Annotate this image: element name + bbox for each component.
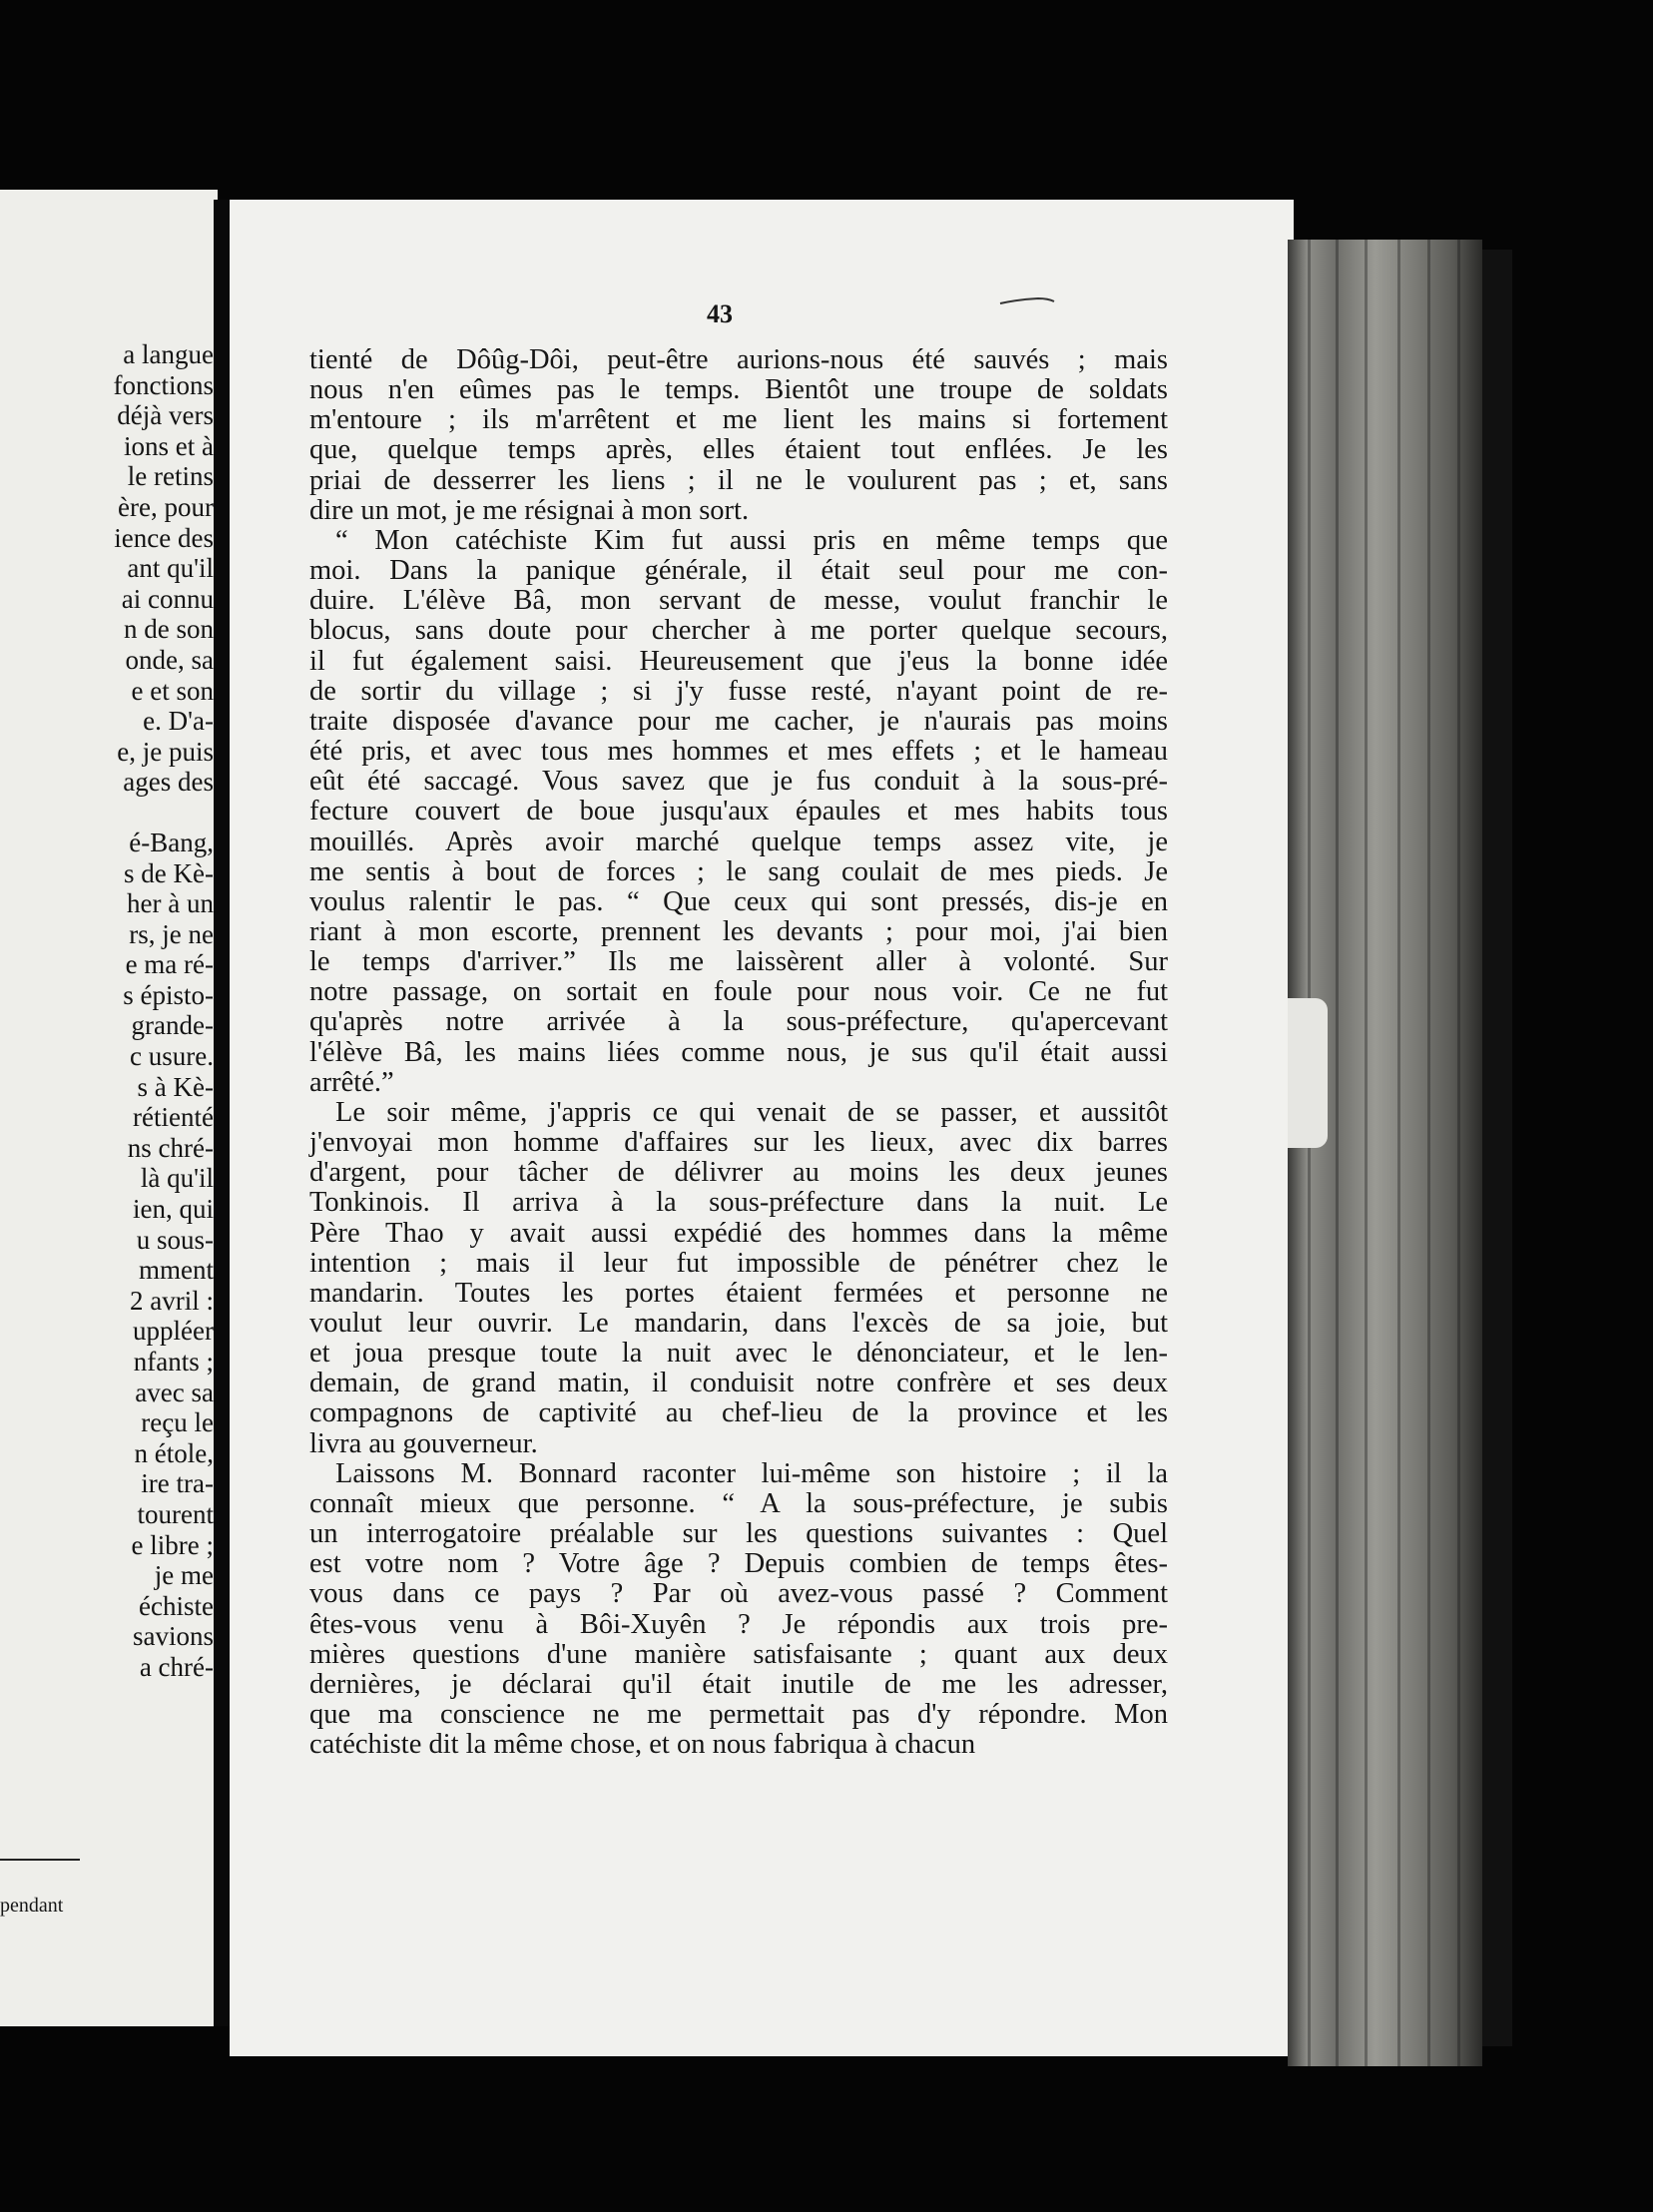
left-text-line: c usure. bbox=[130, 1041, 214, 1072]
left-text-line: n étole, bbox=[134, 1437, 214, 1468]
page-tear bbox=[1288, 998, 1328, 1148]
left-text-line: s épisto- bbox=[123, 979, 214, 1010]
text-line: intention ; mais il leur fut impossible de pénétrer chez le bbox=[309, 1247, 1168, 1279]
text-line: l'élève Bâ, les mains liées comme nous, je sus qu'il était aussi bbox=[309, 1036, 1168, 1068]
text-line: “ Mon catéchiste Kim fut aussi pris en même temps que bbox=[335, 524, 1168, 556]
left-text-line: ns chré- bbox=[127, 1132, 214, 1163]
left-text-line: ant qu'il bbox=[127, 553, 214, 584]
left-text-line: a langue bbox=[123, 339, 214, 369]
footnote-rule bbox=[0, 1859, 80, 1861]
left-text-line: rs, je ne bbox=[129, 918, 214, 949]
text-line: livra au gouverneur. bbox=[309, 1427, 538, 1459]
book-gutter bbox=[214, 200, 230, 2026]
left-text-line: je me bbox=[154, 1560, 214, 1591]
text-line: m'entoure ; ils m'arrêtent et me lient les mains si fortement bbox=[309, 404, 1168, 436]
text-line: tienté de Dôûg-Dôi, peut-être aurions-nous été sauvés ; mais bbox=[309, 344, 1168, 375]
page-number: 43 bbox=[707, 299, 733, 328]
left-text-line: e et son bbox=[131, 675, 214, 706]
text-line: me sentis à bout de forces ; le sang coulait de mes pieds. Je bbox=[309, 855, 1168, 887]
text-line: et joua presque toute la nuit avec le dénonciateur, et le len- bbox=[309, 1338, 1168, 1370]
text-line: mouillés. Après avoir marché quelque temps assez vite, je bbox=[309, 826, 1168, 857]
left-text-line: u sous- bbox=[136, 1224, 214, 1255]
text-line: Père Thao y avait aussi expédié des hommes dans la même bbox=[309, 1217, 1168, 1249]
text-line: Laissons M. Bonnard raconter lui-même son histoire ; il la bbox=[335, 1457, 1168, 1489]
text-line: de sortir du village ; si j'y fusse resté, n'ayant point de re- bbox=[309, 675, 1168, 707]
left-text-line: onde, sa bbox=[125, 644, 214, 675]
left-text-line: nfants ; bbox=[133, 1347, 214, 1377]
left-text-line: her à un bbox=[127, 888, 214, 919]
left-text-line: 2 avril : bbox=[130, 1285, 214, 1316]
text-line: un interrogatoire préalable sur les questions suivantes : Quel bbox=[309, 1518, 1168, 1550]
text-line: catéchiste dit la même chose, et on nous fabriqua à chacun bbox=[309, 1729, 976, 1761]
left-text-line: e libre ; bbox=[131, 1529, 214, 1560]
text-line: traite disposée d'avance pour me cacher, je n'aurais pas moins bbox=[309, 705, 1168, 737]
left-text-line: déjà vers bbox=[117, 400, 214, 431]
left-text-line: ions et à bbox=[124, 430, 214, 461]
left-text-line: reçu le bbox=[141, 1407, 214, 1438]
left-text-line: uppléer bbox=[133, 1316, 214, 1347]
left-line-gap bbox=[0, 798, 214, 828]
left-text-line: tourent bbox=[137, 1498, 214, 1529]
left-text-line: e. D'a- bbox=[143, 706, 214, 737]
left-text-line: s à Kè- bbox=[137, 1071, 214, 1102]
left-text-line: ience des bbox=[114, 522, 214, 553]
left-text-line: ire tra- bbox=[141, 1468, 214, 1499]
left-text-line: savions bbox=[133, 1621, 214, 1652]
text-line: blocus, sans doute pour chercher à me porter quelque secours, bbox=[309, 615, 1168, 647]
text-line: il fut également saisi. Heureusement que j'eus la bonne idée bbox=[309, 645, 1168, 677]
text-line: eût été saccagé. Vous savez que je fus conduit à la sous-pré- bbox=[309, 766, 1168, 798]
left-text-line: a chré- bbox=[139, 1651, 214, 1682]
text-line: nous n'en eûmes pas le temps. Bientôt une troupe de soldats bbox=[309, 374, 1168, 406]
text-line: êtes-vous venu à Bôi-Xuyên ? Je répondis aux trois pre- bbox=[309, 1608, 1168, 1640]
text-line: notre passage, on sortait en foule pour nous voir. Ce ne fut bbox=[309, 976, 1168, 1008]
text-line: été pris, et avec tous mes hommes et mes effets ; et le hameau bbox=[309, 736, 1168, 768]
text-line: Le soir même, j'appris ce qui venait de se passer, et aussitôt bbox=[335, 1096, 1168, 1128]
text-line: j'envoyai mon homme d'affaires sur les lieux, avec dix barres bbox=[309, 1127, 1168, 1159]
left-text-line: ai connu bbox=[121, 583, 214, 614]
left-text-line: ages des bbox=[123, 767, 214, 798]
left-text-line: é-Bang, bbox=[129, 827, 214, 857]
ink-mark bbox=[998, 297, 1058, 305]
left-text-line: mment bbox=[139, 1255, 214, 1286]
text-line: voulut leur ouvrir. Le mandarin, dans l'excès de sa joie, but bbox=[309, 1308, 1168, 1339]
text-line: demain, de grand matin, il conduisit notre confrère et ses deux bbox=[309, 1368, 1168, 1399]
text-line: dire un mot, je me résignai à mon sort. bbox=[309, 494, 750, 526]
left-text-line: rétienté bbox=[133, 1102, 214, 1133]
right-page bbox=[230, 200, 1294, 2056]
text-line: compagnons de captivité au chef-lieu de la province et les bbox=[309, 1397, 1168, 1429]
text-line: vous dans ce pays ? Par où avez-vous passé ? Comment bbox=[309, 1578, 1168, 1610]
page-body-text bbox=[309, 345, 1168, 1760]
left-text-line: grande- bbox=[131, 1010, 214, 1041]
book-edge-shadow bbox=[1482, 250, 1512, 2046]
text-line: dernières, je déclarai qu'il était inutile de me les adresser, bbox=[309, 1668, 1168, 1700]
text-line: que ma conscience ne me permettait pas d'y répondre. Mon bbox=[309, 1699, 1168, 1731]
left-page-text bbox=[0, 339, 214, 1683]
text-line: le temps d'arriver.” Ils me laissèrent aller à volonté. Sur bbox=[309, 946, 1168, 978]
text-line: fecture couvert de boue jusqu'aux épaules et mes habits tous bbox=[309, 796, 1168, 828]
text-line: Tonkinois. Il arriva à la sous-préfecture dans la nuit. Le bbox=[309, 1187, 1168, 1219]
text-line: que, quelque temps après, elles étaient tout enflées. Je les bbox=[309, 434, 1168, 466]
left-footnote: pendant bbox=[0, 1895, 64, 1917]
text-line: mandarin. Toutes les portes étaient fermées et personne ne bbox=[309, 1277, 1168, 1309]
text-line: moi. Dans la panique générale, il était seul pour me con- bbox=[309, 555, 1168, 587]
left-text-line: fonctions bbox=[113, 369, 214, 400]
text-line: voulus ralentir le pas. “ Que ceux qui sont pressés, dis-je en bbox=[309, 885, 1168, 917]
left-text-line: ien, qui bbox=[133, 1194, 214, 1225]
text-line: connaît mieux que personne. “ A la sous-préfecture, je subis bbox=[309, 1487, 1168, 1519]
left-text-line: échiste bbox=[139, 1590, 214, 1621]
text-line: d'argent, pour tâcher de délivrer au moins les deux jeunes bbox=[309, 1157, 1168, 1189]
left-text-line: s de Kè- bbox=[124, 857, 214, 888]
text-line: priai de desserrer les liens ; il ne le voulurent pas ; et, sans bbox=[309, 464, 1168, 496]
left-text-line: ère, pour bbox=[118, 491, 214, 522]
text-line: duire. L'élève Bâ, mon servant de messe, voulut franchir le bbox=[309, 585, 1168, 617]
left-text-line: n de son bbox=[124, 614, 214, 645]
left-text-line: avec sa bbox=[135, 1377, 214, 1407]
left-text-line: e ma ré- bbox=[125, 949, 214, 980]
left-text-line: e, je puis bbox=[117, 736, 214, 767]
text-line: qu'après notre arrivée à la sous-préfecture, qu'apercevant bbox=[309, 1006, 1168, 1038]
text-line: est votre nom ? Votre âge ? Depuis combien de temps êtes- bbox=[309, 1548, 1168, 1580]
text-line: arrêté.” bbox=[309, 1066, 394, 1098]
left-text-line: le retins bbox=[127, 461, 214, 492]
text-line: riant à mon escorte, prennent les devants ; pour moi, j'ai bien bbox=[309, 915, 1168, 947]
left-page-fragment bbox=[0, 190, 218, 2026]
left-text-line: là qu'il bbox=[140, 1163, 214, 1194]
text-line: mières questions d'une manière satisfaisante ; quant aux deux bbox=[309, 1638, 1168, 1670]
book-page-edges bbox=[1288, 240, 1482, 2066]
